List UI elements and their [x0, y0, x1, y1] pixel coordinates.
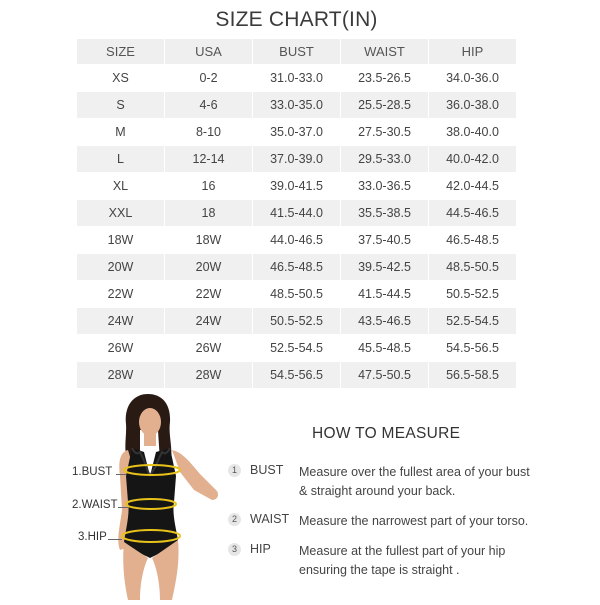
cell-usa: 28W — [165, 362, 253, 389]
cell-size: 20W — [77, 254, 165, 281]
cell-size: 24W — [77, 308, 165, 335]
cell-waist: 33.0-36.5 — [341, 173, 429, 200]
model-figure — [60, 390, 240, 600]
cell-hip: 52.5-54.5 — [429, 308, 517, 335]
table-row — [77, 65, 517, 92]
cell-bust: 44.0-46.5 — [253, 227, 341, 254]
cell-waist: 43.5-46.5 — [341, 308, 429, 335]
waist-label: 2.WAIST — [72, 499, 118, 511]
table-row — [77, 200, 517, 227]
cell-size: L — [77, 146, 165, 173]
step-description: Measure the narrowest part of your torso. — [299, 514, 529, 528]
step-description: Measure over the fullest area of your bust & straight around your back. — [299, 465, 530, 498]
cell-size: 26W — [77, 335, 165, 362]
cell-waist: 41.5-44.5 — [341, 281, 429, 308]
cell-hip: 40.0-42.0 — [429, 146, 517, 173]
cell-hip: 44.5-46.5 — [429, 200, 517, 227]
cell-size: 22W — [77, 281, 165, 308]
table-row — [77, 335, 517, 362]
cell-hip: 56.5-58.5 — [429, 362, 517, 389]
cell-waist: 23.5-26.5 — [341, 65, 429, 92]
cell-waist: 35.5-38.5 — [341, 200, 429, 227]
cell-bust: 48.5-50.5 — [253, 281, 341, 308]
table-row — [77, 119, 517, 146]
step-name: HIP — [250, 542, 271, 556]
cell-size: 28W — [77, 362, 165, 389]
cell-usa: 8-10 — [165, 119, 253, 146]
cell-usa: 4-6 — [165, 92, 253, 119]
cell-bust: 50.5-52.5 — [253, 308, 341, 335]
cell-bust: 37.0-39.0 — [253, 146, 341, 173]
hip-label: 3.HIP — [78, 531, 107, 543]
how-to-measure-title: HOW TO MEASURE — [312, 425, 461, 442]
cell-bust: 33.0-35.0 — [253, 92, 341, 119]
cell-usa: 16 — [165, 173, 253, 200]
cell-bust: 31.0-33.0 — [253, 65, 341, 92]
cell-usa: 0-2 — [165, 65, 253, 92]
table-row — [77, 173, 517, 200]
cell-usa: 12-14 — [165, 146, 253, 173]
step-description: Measure at the fullest part of your hip ensuring the tape is straight . — [299, 544, 506, 577]
cell-hip: 34.0-36.0 — [429, 65, 517, 92]
cell-size: XS — [77, 65, 165, 92]
table-row — [77, 146, 517, 173]
bust-pointer-line — [116, 474, 126, 475]
cell-usa: 26W — [165, 335, 253, 362]
cell-waist: 27.5-30.5 — [341, 119, 429, 146]
cell-waist: 37.5-40.5 — [341, 227, 429, 254]
cell-usa: 24W — [165, 308, 253, 335]
cell-bust: 35.0-37.0 — [253, 119, 341, 146]
step-number-badge: 1 — [228, 464, 241, 477]
cell-waist: 29.5-33.0 — [341, 146, 429, 173]
table-header-row — [77, 39, 517, 65]
hip-pointer-line — [108, 539, 122, 540]
header-usa: USA — [165, 39, 253, 65]
model-illustration — [60, 390, 240, 600]
header-waist: WAIST — [341, 39, 429, 65]
size-table — [76, 38, 517, 389]
cell-size: S — [77, 92, 165, 119]
header-bust: BUST — [253, 39, 341, 65]
cell-waist: 39.5-42.5 — [341, 254, 429, 281]
cell-bust: 54.5-56.5 — [253, 362, 341, 389]
cell-usa: 22W — [165, 281, 253, 308]
size-chart — [76, 2, 517, 389]
table-row — [77, 308, 517, 335]
waist-pointer-line — [118, 507, 128, 508]
cell-size: M — [77, 119, 165, 146]
step-name: WAIST — [250, 512, 290, 526]
table-row — [77, 227, 517, 254]
step-name: BUST — [250, 463, 284, 477]
cell-hip: 36.0-38.0 — [429, 92, 517, 119]
table-row — [77, 254, 517, 281]
cell-bust: 39.0-41.5 — [253, 173, 341, 200]
cell-bust: 52.5-54.5 — [253, 335, 341, 362]
cell-usa: 18W — [165, 227, 253, 254]
header-size: SIZE — [77, 39, 165, 65]
header-hip: HIP — [429, 39, 517, 65]
cell-hip: 42.0-44.5 — [429, 173, 517, 200]
cell-usa: 20W — [165, 254, 253, 281]
cell-hip: 48.5-50.5 — [429, 254, 517, 281]
table-row — [77, 281, 517, 308]
cell-hip: 54.5-56.5 — [429, 335, 517, 362]
step-number-badge: 2 — [228, 513, 241, 526]
cell-hip: 46.5-48.5 — [429, 227, 517, 254]
step-number-badge: 3 — [228, 543, 241, 556]
bust-label: 1.BUST — [72, 466, 113, 478]
cell-bust: 46.5-48.5 — [253, 254, 341, 281]
cell-hip: 50.5-52.5 — [429, 281, 517, 308]
cell-size: XXL — [77, 200, 165, 227]
table-row — [77, 362, 517, 389]
cell-waist: 47.5-50.5 — [341, 362, 429, 389]
cell-waist: 45.5-48.5 — [341, 335, 429, 362]
cell-bust: 41.5-44.0 — [253, 200, 341, 227]
cell-usa: 18 — [165, 200, 253, 227]
chart-title: SIZE CHART(IN) — [215, 8, 378, 31]
cell-waist: 25.5-28.5 — [341, 92, 429, 119]
cell-size: 18W — [77, 227, 165, 254]
cell-hip: 38.0-40.0 — [429, 119, 517, 146]
table-row — [77, 92, 517, 119]
cell-size: XL — [77, 173, 165, 200]
